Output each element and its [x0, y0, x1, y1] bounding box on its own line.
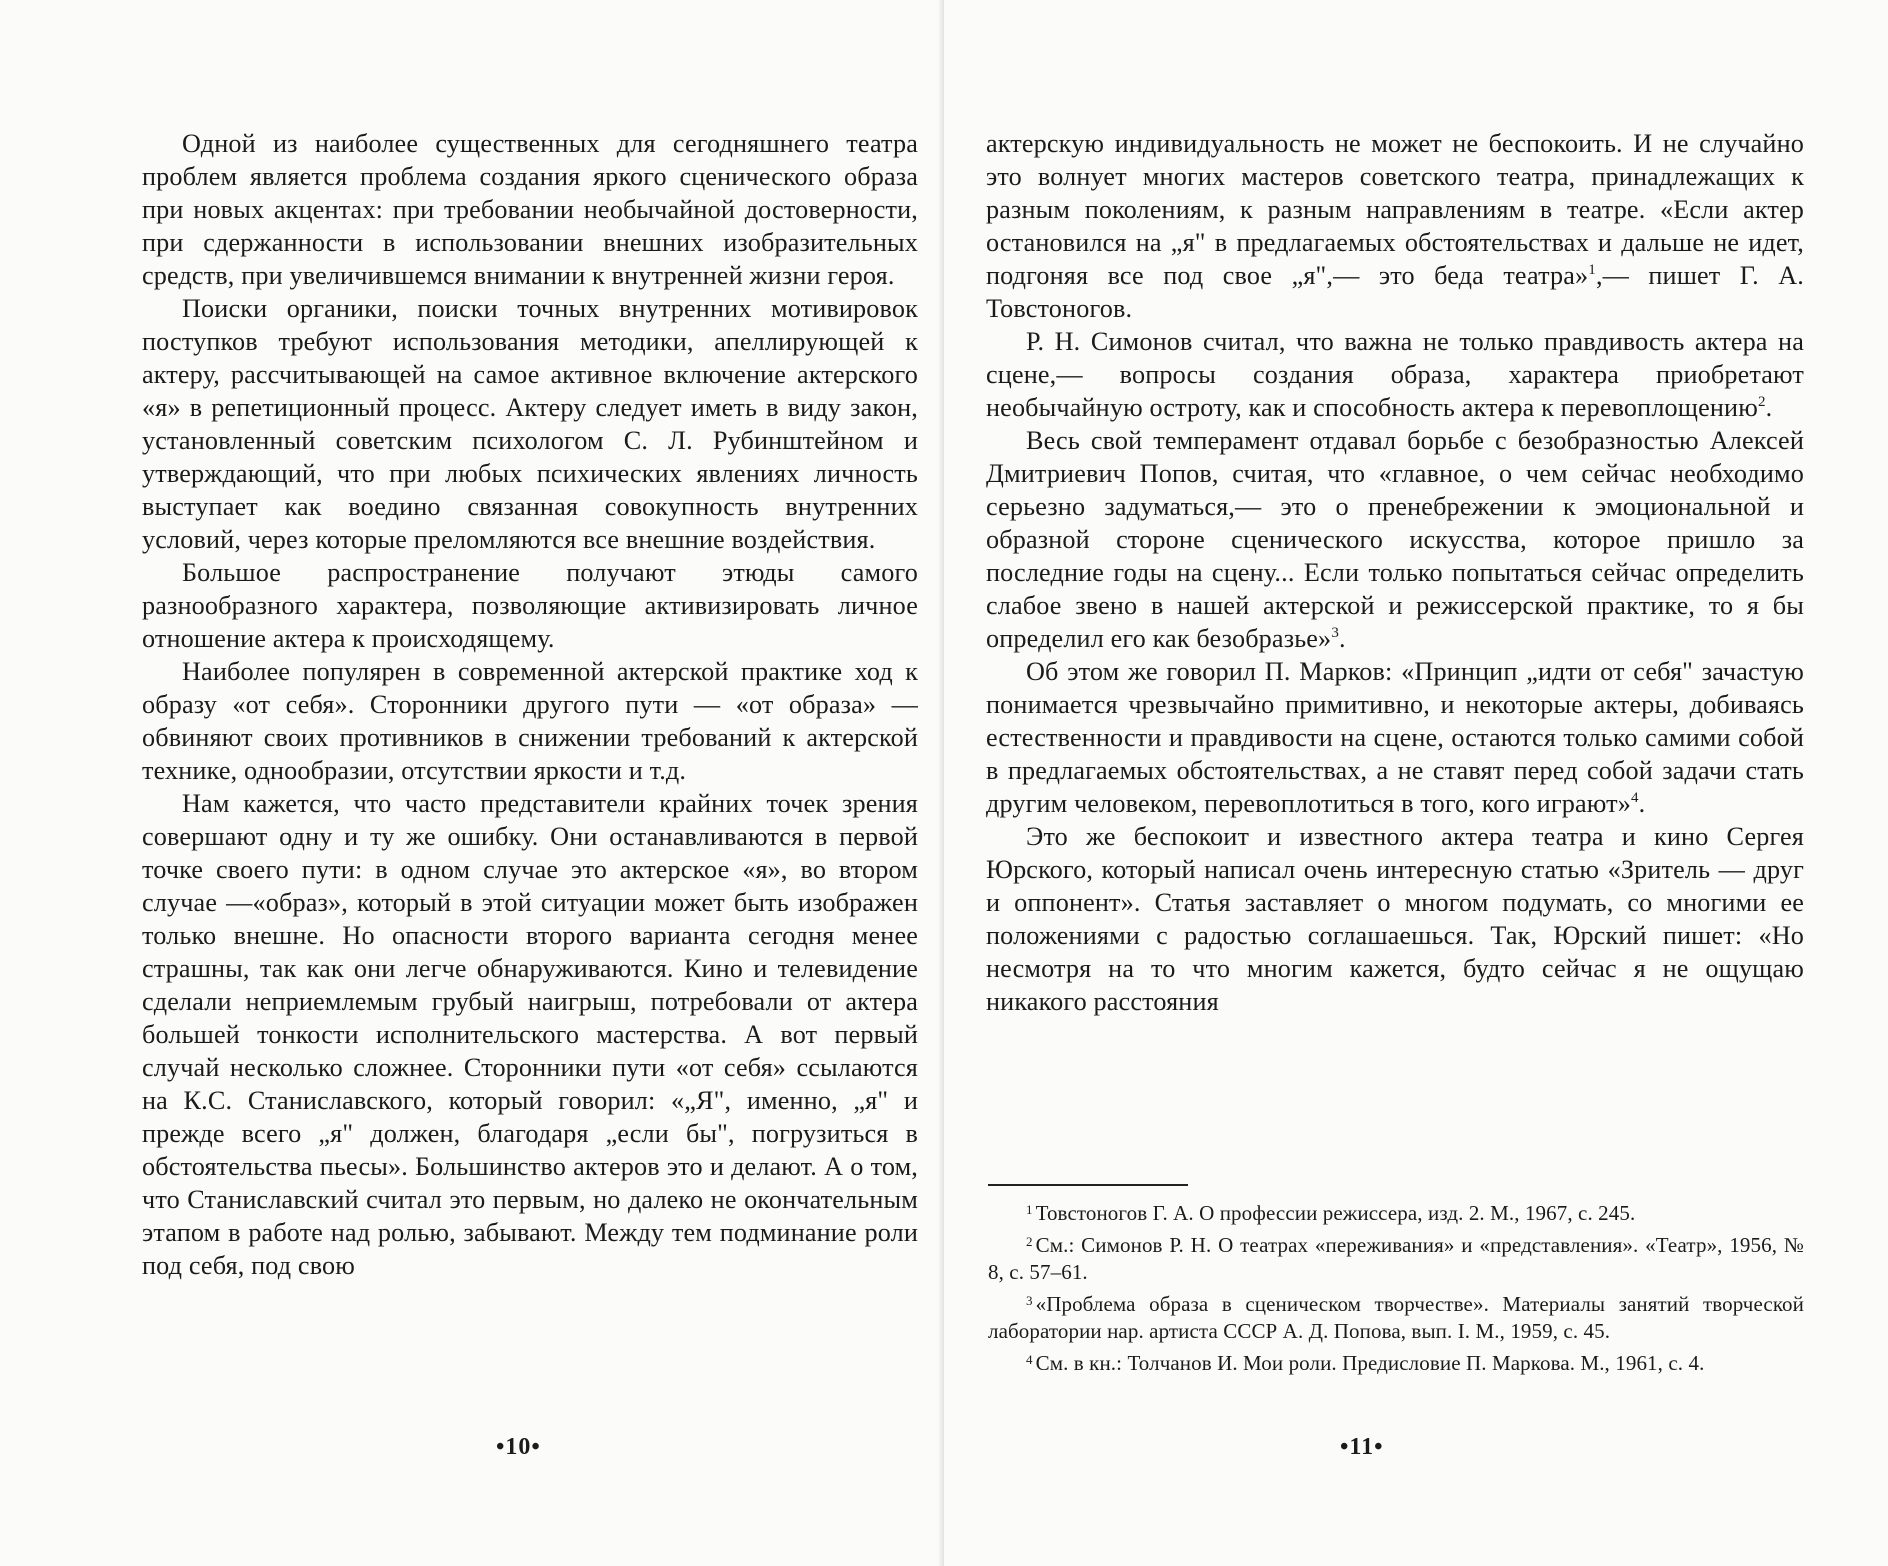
footnote-2: [988, 1228, 1804, 1287]
right-paragraph-4-tail: .: [1638, 789, 1646, 818]
footnote-1-text: Товстоногов Г. А. О профессии режиссера, изд. 2. М., 1967, с. 245.: [1035, 1201, 1636, 1225]
right-paragraph-4: [986, 655, 1804, 820]
footnote-1: [988, 1196, 1804, 1228]
footnote-1-mark: 1: [1026, 1202, 1033, 1217]
left-paragraph-4: Наиболее популярен в современной актерской практике ход к образу «от себя». Сторонники другого пути — «от образа» — обвиняют своих противников в снижении требований к актерской технике, однообразии, отсутствии яркости и т.д.: [142, 657, 918, 785]
right-paragraph-3-text: Весь свой темперамент отдавал борьбе с безобразностью Алексей Дмитриевич Попов, считая, что «главное, о чем сейчас необходимо серьезно задуматься,— это о пренебрежении к эмоциональной и образной стороне сценического искусства, которое пришло за последние годы на сцену... Если только попытаться сейчас определить слабое звено в нашей актерской и режиссерской практике, то я бы определил его как безобразье»: [986, 426, 1804, 653]
footnote-3-mark: 3: [1026, 1292, 1033, 1308]
right-paragraph-2-text: Р. Н. Симонов считал, что важна не только правдивость актера на сцене,— вопросы создания образа, характера приобретают необычайную остроту, как и способность актера к перевоплощению: [986, 327, 1804, 422]
left-page-body: [142, 127, 918, 1282]
right-page-number: •11•: [1340, 1434, 1384, 1460]
right-paragraph-2: [986, 325, 1804, 424]
footnote-2-text: См.: Симонов Р. Н. О театрах «переживания» и «представления». «Театр», 1956, № 8, с. 57–61.: [988, 1232, 1804, 1284]
right-page-body: [986, 127, 1804, 1018]
right-paragraph-1-tail: ,— пишет Г. А. Товстоногов.: [986, 261, 1804, 323]
footnote-separator: [988, 1184, 1188, 1186]
left-paragraph-5: Нам кажется, что часто представители крайних точек зрения совершают одну и ту же ошибку. Они останавливаются в первой точке своего пути: в одном случае это актерское «я», во втором случае —«образ», который в этой ситуации может быть изображен только внешне. Но опасности второго варианта сегодня менее страшны, так как они легче обнаруживаются. Кино и телевидение сделали неприемлемым грубый наигрыш, потребовали от актера большей тонкости исполнительского мастерства. А вот первый случай несколько сложнее. Сторонники пути «от себя» ссылаются на К.С. Станиславского, который говорил: «„Я", именно, „я" и прежде всего „я" должен, благодаря „если бы", погрузиться в обстоятельства пьесы». Большинство актеров это и делают. А о том, что Станиславский считал это первым, но далеко не окончательным этапом в работе над ролью, забывают. Между тем подминание роли под себя, под свою: [142, 789, 918, 1280]
right-page: [944, 0, 1888, 1566]
right-paragraph-2-tail: .: [1765, 393, 1773, 422]
right-paragraph-3-tail: .: [1338, 624, 1346, 653]
right-paragraph-3: [986, 424, 1804, 655]
left-paragraph-1: Одной из наиболее существенных для сегодняшнего театра проблем является проблема создания яркого сценического образа при новых акцентах: при требовании необычайной достоверности, при сдержанности в использовании внешних изобразительных средств, при увеличившемся внимании к внутренней жизни героя.: [142, 129, 918, 290]
right-paragraph-1: [986, 127, 1804, 325]
left-page-number: •10•: [496, 1434, 541, 1460]
footnote-2-mark: 2: [1026, 1233, 1033, 1249]
footnote-4-text: См. в кн.: Толчанов И. Мои роли. Предисловие П. Маркова. М., 1961, с. 4.: [1035, 1350, 1705, 1375]
footnote-ref-2: 2: [1757, 394, 1766, 410]
footnote-3: [988, 1287, 1804, 1346]
footnote-ref-3: 3: [1331, 625, 1339, 641]
footnote-4-mark: 4: [1026, 1351, 1033, 1367]
footnote-3-text: «Проблема образа в сценическом творчестве». Материалы занятий творческой лаборатории нар. артиста СССР А. Д. Попова, вып. I. М., 1959, с. 45.: [988, 1291, 1804, 1343]
right-paragraph-1-text: актерскую индивидуальность не может не беспокоить. И не случайно это волнует многих мастеров советского театра, принадлежащих к разным поколениям, к разным направлениям в театре. «Если актер остановился на „я" в предлагаемых обстоятельствах и дальше не идет, подгоняя все под свое „я",— это беда театра»: [986, 129, 1804, 290]
footnote-4: [988, 1346, 1804, 1378]
right-paragraph-4-text: Об этом же говорил П. Марков: «Принцип „идти от себя" зачастую понимается чрезвычайно примитивно, и некоторые актеры, добиваясь естественности и правдивости на сцене, остаются только самими собой в предлагаемых обстоятельствах, а не ставят перед собой задачи стать другим человеком, перевоплотиться в того, кого играют»: [986, 657, 1804, 818]
footnotes: [988, 1196, 1804, 1377]
left-paragraph-3: Большое распространение получают этюды самого разнообразного характера, позволяющие активизировать личное отношение актера к происходящему.: [142, 558, 918, 653]
left-paragraph-2: Поиски органики, поиски точных внутренних мотивировок поступков требуют использования методики, апеллирующей к актеру, рассчитывающей на самое активное включение актерского «я» в репетиционный процесс. Актеру следует иметь в виду закон, установленный советским психологом С. Л. Рубинштейном и утверждающий, что при любых психических явлениях личность выступает как воедино связанная совокупность внутренних условий, через которые преломляются все внешние воздействия.: [142, 294, 918, 554]
right-paragraph-5: Это же беспокоит и известного актера театра и кино Сергея Юрского, который написал очень интересную статью «Зритель — друг и оппонент». Статья заставляет о многом подумать, со многими ее положениями с радостью соглашаешься. Так, Юрский пишет: «Но несмотря на то что многим кажется, будто сейчас я не ощущаю никакого расстояния: [986, 822, 1804, 1016]
footnote-ref-4: 4: [1630, 790, 1639, 806]
footnote-ref-1: 1: [1588, 262, 1596, 278]
